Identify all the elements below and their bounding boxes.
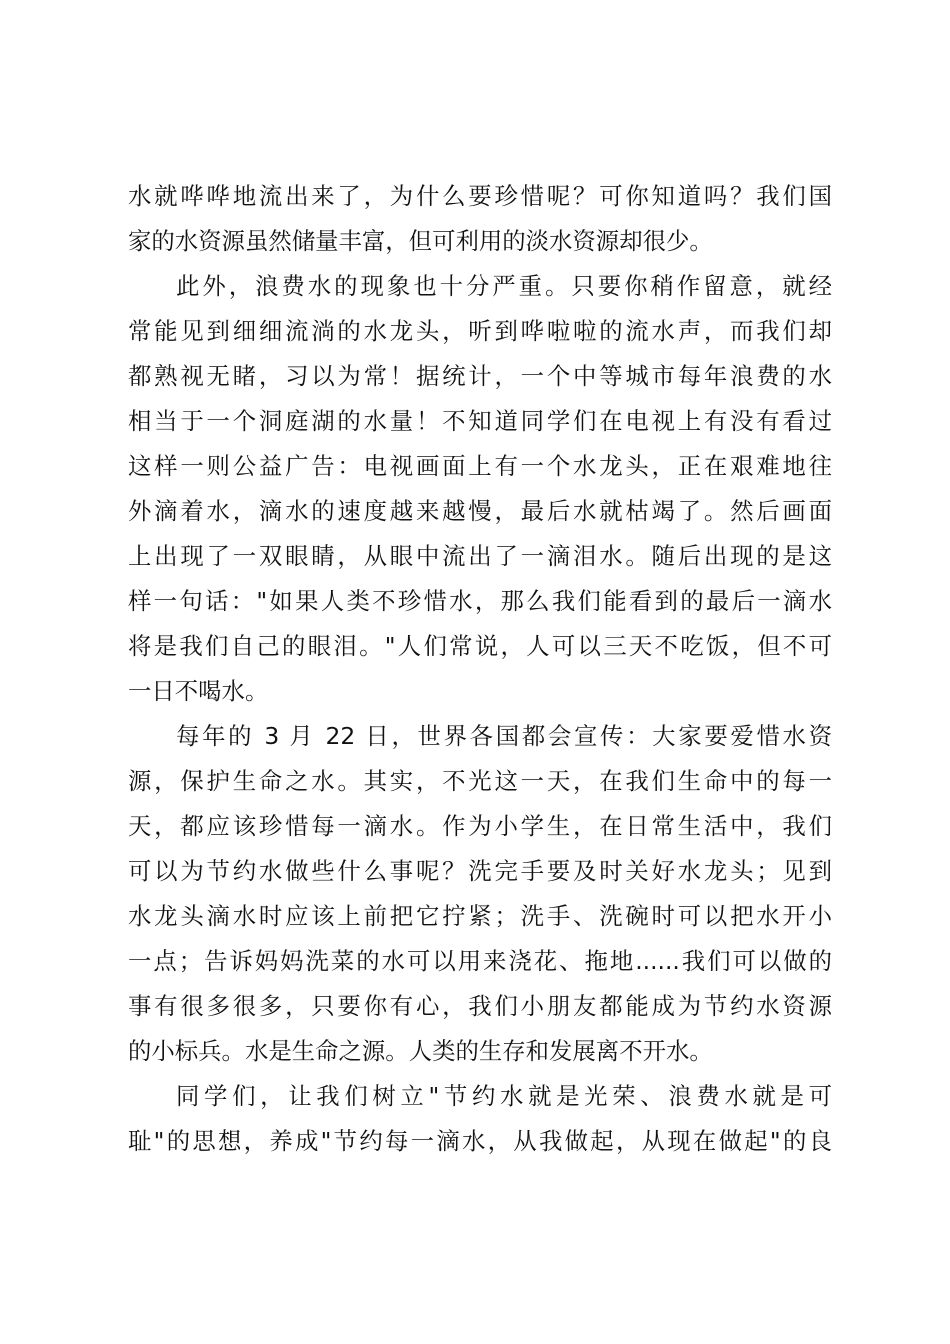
- text-line-3: 此外，浪费水的现象也十分严重。只要你稍作留意，就经: [176, 272, 832, 300]
- text-line-15: 天，都应该珍惜每一滴水。作为小学生，在日常生活中，我们: [128, 812, 832, 840]
- text-line-21: 同学们，让我们树立"节约水就是光荣、浪费水就是可: [176, 1082, 832, 1110]
- text-line-10: 样一句话："如果人类不珍惜水，那么我们能看到的最后一滴水: [128, 587, 832, 615]
- text-line-1: 水就哗哗地流出来了，为什么要珍惜呢？可你知道吗？我们国: [128, 182, 832, 210]
- text-line-9: 上出现了一双眼睛，从眼中流出了一滴泪水。随后出现的是这: [128, 542, 832, 570]
- text-line-22: 耻"的思想，养成"节约每一滴水，从我做起，从现在做起"的良: [128, 1127, 832, 1155]
- text-line-4: 常能见到细细流淌的水龙头，听到哗啦啦的流水声，而我们却: [128, 317, 832, 345]
- text-line-8: 外滴着水，滴水的速度越来越慢，最后水就枯竭了。然后画面: [128, 497, 832, 525]
- text-line-13: 每年的 3 月 22 日，世界各国都会宣传：大家要爱惜水资: [176, 722, 832, 750]
- text-line-16: 可以为节约水做些什么事呢？洗完手要及时关好水龙头；见到: [128, 857, 832, 885]
- text-line-2: 家的水资源虽然储量丰富，但可利用的淡水资源却很少。: [128, 227, 713, 255]
- text-line-7: 这样一则公益广告：电视画面上有一个水龙头，正在艰难地往: [128, 452, 832, 480]
- text-line-12: 一日不喝水。: [128, 677, 269, 705]
- text-line-11: 将是我们自己的眼泪。"人们常说，人可以三天不吃饭，但不可: [128, 632, 832, 660]
- text-line-18: 一点；告诉妈妈洗菜的水可以用来浇花、拖地......我们可以做的: [128, 947, 832, 975]
- text-line-14: 源，保护生命之水。其实，不光这一天，在我们生命中的每一: [128, 767, 832, 795]
- text-line-17: 水龙头滴水时应该上前把它拧紧；洗手、洗碗时可以把水开小: [128, 902, 832, 930]
- text-line-6: 相当于一个洞庭湖的水量！不知道同学们在电视上有没有看过: [128, 407, 832, 435]
- text-line-5: 都熟视无睹，习以为常！据统计，一个中等城市每年浪费的水: [128, 362, 832, 390]
- text-line-19: 事有很多很多，只要你有心，我们小朋友都能成为节约水资源: [128, 992, 832, 1020]
- body-text: [128, 174, 832, 1164]
- text-line-20: 的小标兵。水是生命之源。人类的生存和发展离不开水。: [128, 1037, 713, 1065]
